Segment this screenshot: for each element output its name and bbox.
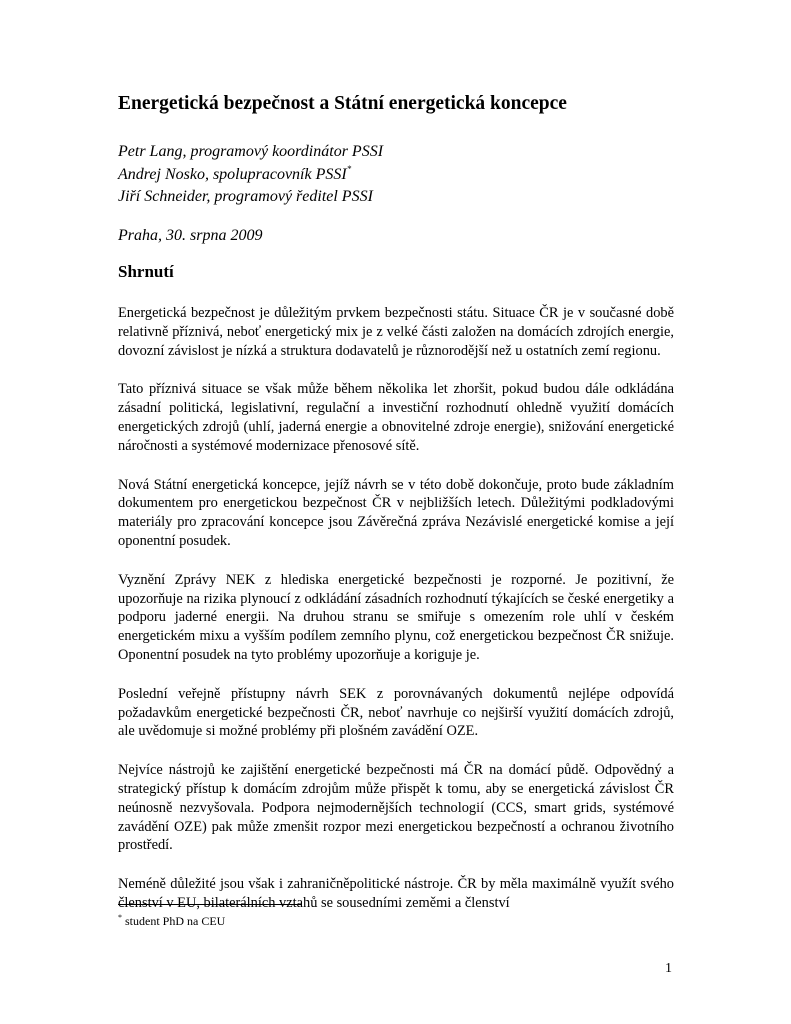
page-number: 1	[665, 961, 672, 976]
document-date: Praha, 30. srpna 2009	[118, 227, 263, 244]
paragraph: Energetická bezpečnost je důležitým prvkem bezpečnosti státu. Situace ČR je v současné době relativně příznivá, neboť energetický mix je z velké části založen na domácích zdrojích energie, dovozní závislost je nízká a struktura dodavatelů je různorodější než u ostatních zemí regionu.	[118, 305, 674, 359]
author-line: Andrej Nosko, spolupracovník PSSI*	[118, 163, 352, 183]
summary-body	[118, 304, 674, 933]
footnote-text: student PhD na CEU	[125, 914, 226, 928]
paragraph: Nová Státní energetická koncepce, jejíž návrh se v této době dokončuje, proto bude základním dokumentem pro energetickou bezpečnost ČR v nejbližších letech. Důležitými podkladovými materiály pro zpracování koncepce jsou Závěrečná zpráva Nezávislé energetické komise a její oponentní posudek.	[118, 476, 674, 549]
author-line: Petr Lang, programový koordinátor PSSI	[118, 143, 384, 160]
document-title: Energetická bezpečnost a Státní energetická koncepce	[118, 93, 567, 114]
footnote-mark: *	[118, 913, 122, 922]
footnote-divider	[118, 904, 302, 905]
author-line: Jiří Schneider, programový ředitel PSSI	[118, 188, 373, 205]
footnote	[118, 914, 225, 929]
paragraph: Nejvíce nástrojů ke zajištění energetické bezpečnosti má ČR na domácí půdě. Odpovědný a strategický přístup k domácím zdrojům může přispět k tomu, aby se energetická závislost ČR neúnosně nezvyšovala. Podpora nejmodernějších technologií (CCS, smart grids, systémové zavádění OZE) pak může zmenšit rozpor mezi energetickou bezpečností a ochranou životního prostředí.	[118, 762, 674, 854]
footnote-reference: *	[346, 163, 352, 174]
paragraph: Poslední veřejně přístupny návrh SEK z porovnávaných dokumentů nejlépe odpovídá požadavkům energetické bezpečnosti ČR, neboť navrhuje co nejširší využití domácích zdrojů, ale uvědomuje si možné problémy při plošném zavádění OZE.	[118, 685, 674, 740]
author-list	[118, 141, 383, 209]
paragraph: Vyznění Zprávy NEK z hlediska energetické bezpečnosti je rozporné. Je pozitivní, že upozorňuje na rizika plynoucí z odkládání zásadních rozhodnutí týkajících se české energetiky a podporu jaderné energii. Na druhou stranu se smiřuje s omezením role uhlí v českém energetickém mixu a vyšším podílem zemního plynu, což energetickou bezpečnost ČR snižuje. Oponentní posudek na tyto problémy upozorňuje a koriguje je.	[118, 571, 674, 663]
section-heading: Shrnutí	[118, 262, 174, 281]
paragraph: Neméně důležité jsou však i zahraničněpolitické nástroje. ČR by měla maximálně využít svého členství v EU, bilaterálních vztahů se sousedními zeměmi a členství	[118, 876, 674, 911]
paragraph: Tato příznivá situace se však může během několika let zhoršit, pokud budou dále odkládána zásadní politická, legislativní, regulační a investiční rozhodnutí ohledně využití domácích energetických zdrojů (uhlí, jaderná energie a obnovitelné zdroje energie), snižování energetické náročnosti a systémové modernizace přenosové sítě.	[118, 381, 674, 454]
